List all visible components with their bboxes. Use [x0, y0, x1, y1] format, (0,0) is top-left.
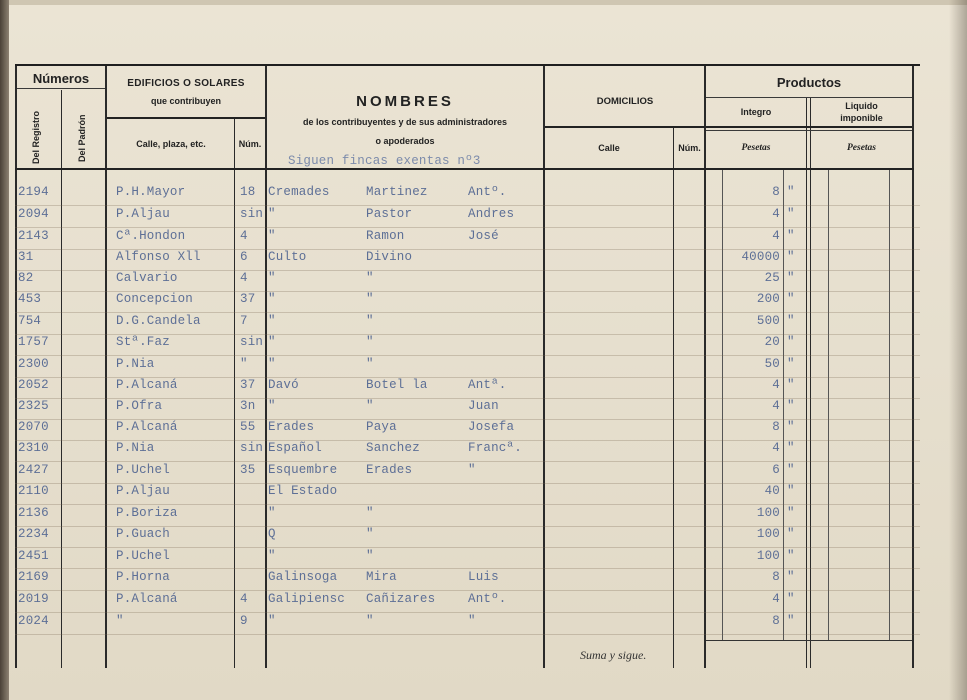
integro-amount: 4: [772, 378, 780, 392]
ditto-mark: ": [787, 463, 795, 477]
ditto-mark: ": [787, 250, 795, 264]
integro-amount: 100: [756, 506, 780, 520]
numero-cell: 37: [240, 378, 256, 392]
name-part-2: Mira: [366, 570, 397, 584]
registro-number: 2169: [18, 570, 49, 584]
ruled-line: [15, 634, 920, 635]
numero-cell: 6: [240, 250, 248, 264]
registro-number: 754: [18, 314, 42, 328]
liquido-label: Liquido: [845, 101, 878, 111]
calle-cell: P.Horna: [116, 570, 170, 584]
calle-cell: Cª.Hondon: [116, 229, 186, 243]
name-part-1: Davó: [268, 378, 299, 392]
calle-cell: Concepcion: [116, 292, 194, 306]
calle-cell: P.Ofra: [116, 399, 163, 413]
calle-cell: P.Nia: [116, 357, 155, 371]
header-bottom-rule: [15, 168, 914, 170]
name-part-3: Juan: [468, 399, 499, 413]
page-edge-shadow: [949, 0, 967, 700]
ditto-mark: ": [787, 185, 795, 199]
integro-amount: 500: [756, 314, 780, 328]
total-rule: [706, 640, 912, 641]
edificios-heading: EDIFICIOS O SOLARES: [127, 78, 245, 89]
ditto-mark: ": [787, 570, 795, 584]
ruled-line: [15, 590, 920, 591]
name-part-2: ": [366, 335, 374, 349]
numeros-heading: Números: [32, 71, 90, 86]
registro-number: 2110: [18, 484, 49, 498]
calle-cell: P.Aljau: [116, 484, 170, 498]
domicilios-heading: DOMICILIOS: [596, 96, 654, 107]
integro-amount: 25: [764, 271, 780, 285]
name-part-3: ": [468, 463, 476, 477]
ditto-mark: ": [787, 549, 795, 563]
ruled-line: [15, 205, 920, 206]
integro-amount: 100: [756, 527, 780, 541]
name-part-2: ": [366, 271, 374, 285]
integro-amount: 4: [772, 399, 780, 413]
name-part-1: Cremades: [268, 185, 330, 199]
numero-cell: 18: [240, 185, 256, 199]
numero-cell: sin: [240, 335, 264, 349]
numero-cell: 37: [240, 292, 256, 306]
header-rule: [706, 126, 912, 128]
header-rule: [706, 130, 912, 131]
ditto-mark: ": [787, 357, 795, 371]
pesetas-liquido-label: Pesetas: [846, 143, 877, 153]
col-rule: [722, 170, 723, 640]
integro-amount: 4: [772, 441, 780, 455]
name-part-1: ": [268, 357, 276, 371]
name-part-1: ": [268, 506, 276, 520]
numero-cell: sin: [240, 207, 264, 221]
integro-label: Integro: [740, 107, 772, 117]
name-part-1: ": [268, 207, 276, 221]
ditto-mark: ": [787, 314, 795, 328]
numero-cell: 7: [240, 314, 248, 328]
ditto-mark: ": [787, 527, 795, 541]
book-binding: [0, 0, 9, 700]
ruled-line: [15, 355, 920, 356]
name-part-2: ": [366, 527, 374, 541]
header-rule: [706, 97, 912, 98]
name-part-1: ": [268, 549, 276, 563]
col-rule: [105, 66, 107, 668]
name-part-3: Luis: [468, 570, 499, 584]
name-part-1: Español: [268, 441, 322, 455]
productos-heading: Productos: [776, 75, 842, 90]
integro-amount: 8: [772, 614, 780, 628]
integro-amount: 40000: [741, 250, 780, 264]
ditto-mark: ": [787, 441, 795, 455]
ditto-mark: ": [787, 271, 795, 285]
ruled-line: [15, 568, 920, 569]
calle-cell: Alfonso Xll: [116, 250, 201, 264]
col-rule: [828, 170, 829, 640]
ruled-line: [15, 504, 920, 505]
registro-number: 2019: [18, 592, 49, 606]
calle-cell: P.Alcaná: [116, 420, 178, 434]
col-rule: [704, 66, 706, 668]
name-part-1: Galinsoga: [268, 570, 338, 584]
numero-cell: 4: [240, 229, 248, 243]
calle-cell: P.Uchel: [116, 549, 170, 563]
header-rule: [545, 126, 705, 128]
col-rule: [234, 118, 235, 668]
registro-number: 2300: [18, 357, 49, 371]
name-part-3: ": [468, 614, 476, 628]
registro-number: 2024: [18, 614, 49, 628]
registro-number: 2451: [18, 549, 49, 563]
calle-cell: D.G.Candela: [116, 314, 201, 328]
name-part-3: José: [468, 229, 499, 243]
integro-amount: 4: [772, 592, 780, 606]
registro-number: 2325: [18, 399, 49, 413]
name-part-1: El Estado: [268, 484, 338, 498]
name-part-2: Martinez: [366, 185, 428, 199]
name-part-2: ": [366, 292, 374, 306]
ruled-line: [15, 612, 920, 613]
domicilio-num-label: Núm.: [678, 143, 701, 153]
edificios-subheading: que contribuyen: [150, 96, 221, 106]
integro-amount: 8: [772, 185, 780, 199]
registro-number: 2094: [18, 207, 49, 221]
registro-number: 82: [18, 271, 34, 285]
imponible-label: imponible: [840, 113, 883, 123]
name-part-2: Pastor: [366, 207, 413, 221]
name-part-1: Culto: [268, 250, 307, 264]
col-rule: [889, 170, 890, 640]
numero-cell: 3n: [240, 399, 256, 413]
calle-cell: P.Guach: [116, 527, 170, 541]
subtitle-typed: Siguen fincas exentas nº3: [288, 154, 481, 168]
ruled-line: [15, 461, 920, 462]
calle-cell: P.Nia: [116, 441, 155, 455]
ditto-mark: ": [787, 292, 795, 306]
name-part-2: ": [366, 357, 374, 371]
ditto-mark: ": [787, 506, 795, 520]
registro-number: 453: [18, 292, 42, 306]
suma-y-sigue: Suma y sigue.: [580, 648, 647, 662]
ditto-mark: ": [787, 335, 795, 349]
name-part-2: ": [366, 399, 374, 413]
integro-amount: 50: [764, 357, 780, 371]
name-part-2: Botel la: [366, 378, 428, 392]
name-part-3: Francª.: [468, 441, 522, 455]
ditto-mark: ": [787, 614, 795, 628]
calle-cell: Stª.Faz: [116, 335, 170, 349]
name-part-2: ": [366, 614, 374, 628]
integro-amount: 4: [772, 207, 780, 221]
numero-cell: 9: [240, 614, 248, 628]
integro-amount: 8: [772, 570, 780, 584]
name-part-1: ": [268, 229, 276, 243]
name-part-2: ": [366, 506, 374, 520]
name-part-3: Antº.: [468, 185, 507, 199]
numero-cell: 4: [240, 271, 248, 285]
numero-cell: ": [240, 357, 248, 371]
name-part-3: Antª.: [468, 378, 507, 392]
col-rule: [265, 66, 267, 668]
calle-cell: P.Uchel: [116, 463, 170, 477]
integro-amount: 100: [756, 549, 780, 563]
name-part-1: ": [268, 399, 276, 413]
integro-amount: 4: [772, 229, 780, 243]
ditto-mark: ": [787, 420, 795, 434]
header-rule: [107, 117, 265, 119]
calle-cell: Calvario: [116, 271, 178, 285]
registro-number: 31: [18, 250, 34, 264]
name-part-2: Paya: [366, 420, 397, 434]
ruled-line: [15, 227, 920, 228]
numero-cell: 4: [240, 592, 248, 606]
registro-number: 2052: [18, 378, 49, 392]
ditto-mark: ": [787, 399, 795, 413]
name-part-2: ": [366, 549, 374, 563]
name-part-2: Cañizares: [366, 592, 436, 606]
name-part-2: Divino: [366, 250, 413, 264]
domicilio-calle-label: Calle: [598, 143, 620, 153]
name-part-1: Galipiensc: [268, 592, 346, 606]
calle-plaza-label: Calle, plaza, etc.: [136, 139, 206, 149]
name-part-2: Erades: [366, 463, 413, 477]
ditto-mark: ": [787, 484, 795, 498]
ruled-line: [15, 312, 920, 313]
integro-amount: 8: [772, 420, 780, 434]
registro-number: 2194: [18, 185, 49, 199]
numero-cell: 55: [240, 420, 256, 434]
name-part-1: ": [268, 614, 276, 628]
calle-cell: P.Alcaná: [116, 592, 178, 606]
pesetas-integro-label: Pesetas: [741, 143, 771, 153]
name-part-1: ": [268, 271, 276, 285]
numero-cell: sin: [240, 441, 264, 455]
registro-number: 2143: [18, 229, 49, 243]
apoderados-label: o apoderados: [375, 136, 435, 146]
integro-amount: 20: [764, 335, 780, 349]
ditto-mark: ": [787, 207, 795, 221]
ditto-mark: ": [787, 378, 795, 392]
col-rule: [783, 170, 784, 640]
integro-amount: 40: [764, 484, 780, 498]
registro-number: 1757: [18, 335, 49, 349]
num-label: Núm.: [238, 139, 262, 149]
col-rule: [543, 66, 545, 668]
col-rule: [15, 66, 17, 668]
numero-cell: 35: [240, 463, 256, 477]
ditto-mark: ": [787, 592, 795, 606]
name-part-1: Erades: [268, 420, 315, 434]
integro-amount: 6: [772, 463, 780, 477]
registro-number: 2310: [18, 441, 49, 455]
nombres-heading: NOMBRES: [356, 93, 454, 110]
del-registro-label: Del Registro: [31, 110, 41, 164]
name-part-1: ": [268, 292, 276, 306]
registro-number: 2070: [18, 420, 49, 434]
del-padron-label: Del Padrón: [77, 114, 87, 162]
registro-number: 2427: [18, 463, 49, 477]
ruled-line: [15, 547, 920, 548]
page-top-edge: [0, 0, 967, 5]
name-part-3: Antº.: [468, 592, 507, 606]
calle-cell: P.Aljau: [116, 207, 170, 221]
nombres-subheading: de los contribuyentes y de sus administradores: [302, 117, 508, 127]
registro-number: 2136: [18, 506, 49, 520]
calle-cell: ": [116, 614, 124, 628]
calle-cell: P.H.Mayor: [116, 185, 186, 199]
name-part-1: Esquembre: [268, 463, 338, 477]
name-part-2: ": [366, 314, 374, 328]
name-part-3: Josefa: [468, 420, 515, 434]
name-part-1: Q: [268, 527, 276, 541]
col-rule: [912, 66, 914, 668]
integro-amount: 200: [756, 292, 780, 306]
name-part-2: Ramon: [366, 229, 405, 243]
calle-cell: P.Alcaná: [116, 378, 178, 392]
col-rule: [806, 98, 807, 668]
registro-number: 2234: [18, 527, 49, 541]
col-rule: [810, 98, 811, 668]
col-rule: [61, 90, 62, 668]
header-rule: [17, 88, 105, 89]
ditto-mark: ": [787, 229, 795, 243]
name-part-1: ": [268, 335, 276, 349]
name-part-2: Sanchez: [366, 441, 420, 455]
name-part-1: ": [268, 314, 276, 328]
calle-cell: P.Boriza: [116, 506, 178, 520]
name-part-3: Andres: [468, 207, 515, 221]
